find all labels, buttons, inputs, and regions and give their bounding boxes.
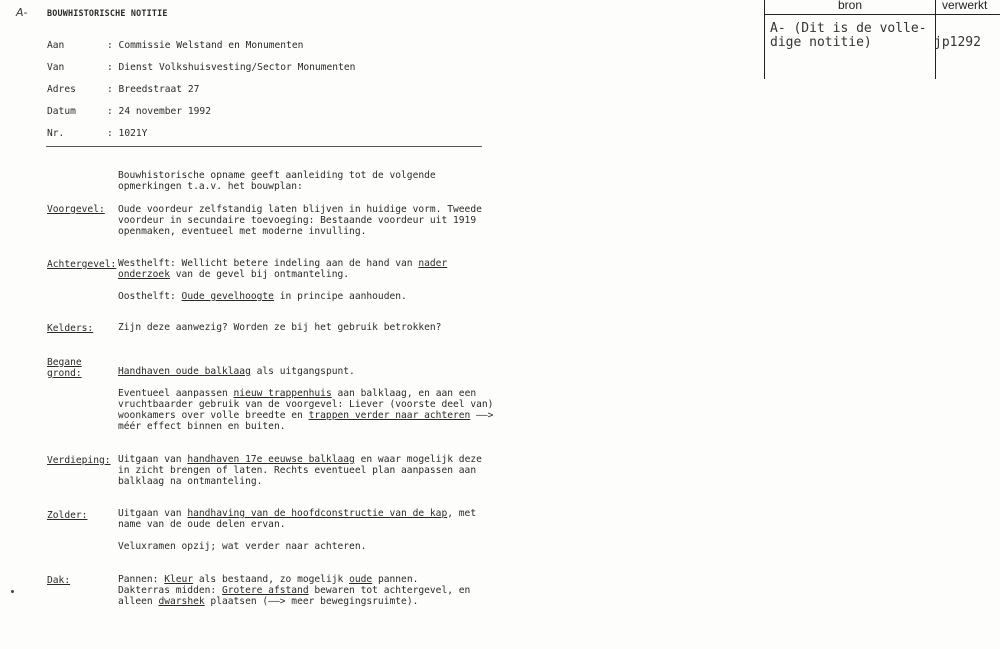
field-value-datum: : 24 november 1992 (107, 106, 211, 117)
section-label-voorgevel: Voorgevel: (47, 204, 105, 215)
begane-grond-p2-l1 (118, 388, 476, 399)
voorgevel-line-2: voordeur in secundaire toevoeging: Bestaande voordeur uit 1919 (118, 215, 477, 226)
field-value-nr: : 1021Y (107, 128, 148, 139)
handwritten-marker: A- (16, 6, 28, 19)
stamp-bron-line: dige notitie) (770, 35, 872, 50)
stamp-verwerkt-value: jp1292 (934, 35, 981, 50)
stamp-border-left (764, 0, 765, 79)
intro-line-1: Bouwhistorische opname geeft aanleiding tot de volgende (118, 170, 436, 181)
field-value-aan: : Commissie Welstand en Monumenten (107, 40, 304, 51)
dak-line-3 (118, 596, 418, 607)
begane-grond-p2-l2: vruchtbaarder gebruik van de voorgevel: Liever (voorste deel van) (118, 399, 494, 410)
zolder-text: Uitgaan van (118, 508, 188, 519)
section-label-kelders: Kelders: (47, 323, 94, 334)
begane-grond-underlined: nieuw trappenhuis (233, 388, 332, 399)
verdieping-text: Uitgaan van (118, 454, 188, 465)
dak-text: bewaren tot achtergevel, en (308, 585, 471, 596)
zolder-underlined: handhaving van de hoofdconstructie van de kap (187, 508, 448, 519)
dak-text: Dakterras midden: (118, 585, 222, 596)
verdieping-line-3: balklaag na ontmanteling. (118, 476, 263, 487)
field-value-van: : Dienst Volkshuisvesting/Sector Monumenten (107, 62, 356, 73)
section-label-begane: Begane (47, 357, 82, 368)
section-label-grond: grond: (47, 368, 82, 379)
dak-underlined: Grotere afstand (221, 585, 309, 596)
dak-text: alleen (118, 596, 159, 607)
voorgevel-line-3: openmaken, eventueel met moderne invulling. (118, 226, 367, 237)
archive-stamp (764, 0, 1000, 79)
kelders-line: Zijn deze aanwezig? Worden ze bij het gebruik betrokken? (118, 322, 442, 333)
stamp-header-rule (764, 14, 1000, 15)
dak-underlined: oude (349, 574, 373, 585)
arrow-right-icon: ——> (470, 410, 494, 421)
field-value-adres: : Breedstraat 27 (107, 84, 200, 95)
document-title: BOUWHISTORISCHE NOTITIE (47, 8, 168, 18)
voorgevel-line-1: Oude voordeur zelfstandig laten blijven in huidige vorm. Tweede (118, 204, 482, 215)
zolder-line-2: name van de oude delen ervan. (118, 519, 286, 530)
stamp-bron-value (770, 22, 927, 50)
section-label-zolder: Zolder: (47, 510, 88, 521)
begane-grond-text: aan balklaag, en aan een (331, 388, 477, 399)
dak-text: Pannen: (118, 574, 165, 585)
begane-grond-p2-l4: méér effect binnen en buiten. (118, 421, 286, 432)
dak-text: pannen. (372, 574, 419, 585)
zolder-text: , met (447, 508, 477, 519)
begane-grond-text: woonkamers over volle breedte en (118, 410, 309, 421)
achtergevel-line-2 (118, 269, 349, 280)
begane-grond-underlined: Handhaven oude balklaag (118, 366, 251, 377)
dak-text: als bestaand, zo mogelijk (193, 574, 350, 585)
field-label-datum: Datum (47, 106, 76, 117)
begane-grond-text: Eventueel aanpassen (118, 388, 234, 399)
dak-text: plaatsen (——> meer bewegingsruimte). (204, 596, 419, 607)
stamp-bron-line: A- (Dit is de volle- (770, 21, 927, 36)
begane-grond-p2-l3 (118, 410, 493, 421)
field-label-adres: Adres (47, 84, 76, 95)
begane-grond-underlined: trappen verder naar achteren (308, 410, 471, 421)
section-label-achtergevel: Achtergevel: (47, 259, 117, 270)
achtergevel-underlined: Oude gevelhoogte (181, 291, 274, 302)
field-label-van: Van (47, 62, 65, 73)
verdieping-text: en waar mogelijk deze (354, 454, 482, 465)
achtergevel-text: Oosthelft: (118, 291, 182, 302)
dak-underlined: dwarshek (158, 596, 205, 607)
achtergevel-underlined: onderzoek (118, 269, 170, 280)
verdieping-underlined: handhaven 17e eeuwse balklaag (187, 454, 355, 465)
field-label-nr: Nr. (47, 128, 65, 139)
achtergevel-text: van de gevel bij ontmanteling. (169, 269, 350, 280)
stamp-header-bron: bron (838, 0, 863, 12)
header-divider (46, 146, 482, 147)
dak-line-1 (118, 574, 418, 585)
dak-line-2 (118, 585, 470, 596)
verdieping-line-2: in zicht brengen of laten. Rechts eventueel plan aanpassen aan (118, 465, 477, 476)
zolder-line-1 (118, 508, 476, 519)
section-label-dak: Dak: (47, 575, 71, 586)
achtergevel-text: Westhelft: Wellicht betere indeling aan de hand van (118, 258, 419, 269)
achtergevel-text: in principe aanhouden. (273, 291, 407, 302)
dak-underlined: Kleur (164, 574, 194, 585)
achtergevel-line-3 (118, 291, 407, 302)
margin-dot (11, 590, 14, 593)
section-label-verdieping: Verdieping: (47, 455, 111, 466)
achtergevel-underlined: nader (418, 258, 448, 269)
field-label-aan: Aan (47, 40, 65, 51)
verdieping-line-1 (118, 454, 482, 465)
begane-grond-text: als uitgangspunt. (250, 366, 355, 377)
begane-grond-p1 (118, 366, 355, 377)
achtergevel-line-1 (118, 258, 447, 269)
intro-line-2: opmerkingen t.a.v. het bouwplan: (118, 181, 303, 192)
zolder-line-3: Veluxramen opzij; wat verder naar achteren. (118, 541, 367, 552)
stamp-header-verwerkt: verwerkt (942, 0, 988, 12)
